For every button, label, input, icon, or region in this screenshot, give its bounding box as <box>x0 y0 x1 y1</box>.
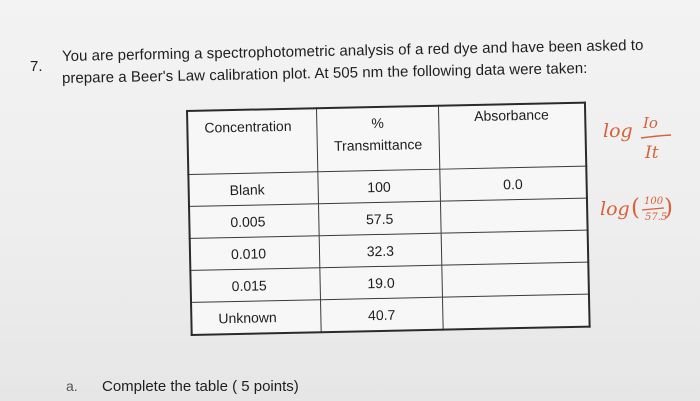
cell-absorbance[interactable]: 0.0 <box>439 166 587 201</box>
handwritten-fraction-bar-1 <box>603 114 683 174</box>
cell-absorbance[interactable] <box>440 198 588 233</box>
handwritten-close-paren: ) <box>664 195 673 221</box>
question-number: 7. <box>30 58 43 75</box>
handwritten-note-log-ratio <box>603 114 683 174</box>
header-absorbance: Absorbance <box>438 103 586 170</box>
cell-transmittance: 19.0 <box>320 265 442 300</box>
cell-absorbance[interactable] <box>442 294 590 330</box>
cell-transmittance: 40.7 <box>321 297 443 332</box>
handwritten-open-paren: ( <box>631 195 640 221</box>
handwritten-denominator-2: 57.5 <box>645 212 668 223</box>
handwritten-numerator-1: Io <box>643 114 658 132</box>
question-text-line-2: prepare a Beer's Law calibration plot. At 505 nm the following data were taken: <box>61 59 588 87</box>
header-transmittance <box>317 106 440 172</box>
handwritten-log-2: log <box>600 198 630 220</box>
cell-concentration: 0.015 <box>190 268 320 303</box>
cell-concentration: 0.005 <box>189 204 319 239</box>
table-header-row <box>187 103 586 175</box>
table-row <box>191 294 590 335</box>
data-table-container <box>186 102 591 336</box>
part-a-label: a. <box>66 378 78 394</box>
header-concentration: Concentration <box>187 108 318 174</box>
cell-concentration: 0.010 <box>190 236 320 271</box>
cell-concentration: Blank <box>188 172 318 207</box>
header-transmittance-percent: % <box>371 114 385 132</box>
question-text-line-1: You are performing a spectrophotometric analysis of a red dye and have been asked to <box>61 36 644 65</box>
cell-transmittance: 57.5 <box>319 201 441 236</box>
cell-concentration: Unknown <box>191 300 321 335</box>
cell-absorbance[interactable] <box>441 230 589 265</box>
cell-transmittance: 100 <box>318 169 440 204</box>
cell-absorbance[interactable] <box>441 262 589 297</box>
handwritten-numerator-2: 100 <box>644 196 664 207</box>
handwritten-denominator-1: It <box>645 143 659 163</box>
header-transmittance-label: Transmittance <box>333 136 423 154</box>
cell-transmittance: 32.3 <box>319 233 441 268</box>
handwritten-note-log-calc <box>600 196 700 246</box>
handwritten-log-1: log <box>603 120 633 142</box>
part-a-text: Complete the table ( 5 points) <box>102 378 299 395</box>
data-table <box>186 102 591 336</box>
